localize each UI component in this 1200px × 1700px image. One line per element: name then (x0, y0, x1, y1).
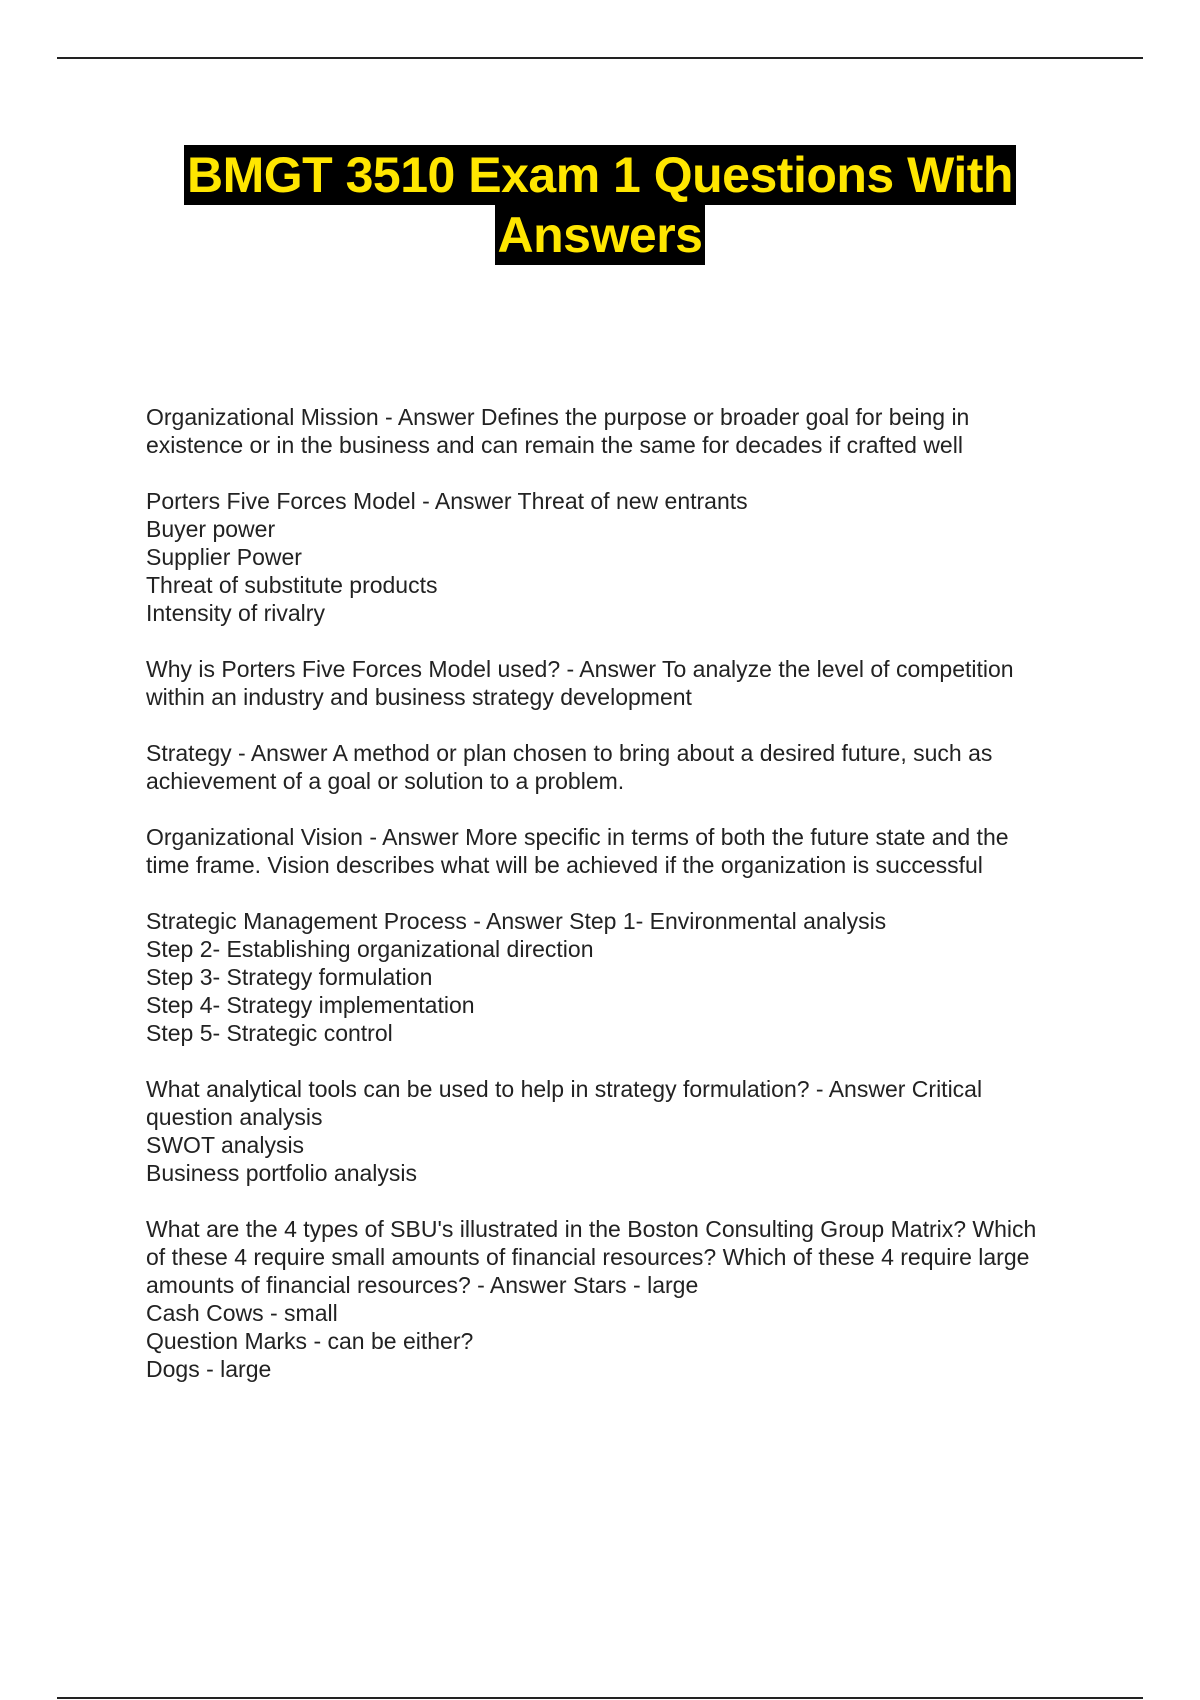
qa-line: Strategy - Answer A method or plan chosen to bring about a desired future, such as (146, 740, 993, 766)
qa-entry (146, 487, 1106, 627)
document-title (60, 145, 1140, 265)
qa-line: time frame. Vision describes what will be achieved if the organization is successful (146, 852, 983, 878)
qa-line: existence or in the business and can remain the same for decades if crafted well (146, 432, 963, 458)
qa-line: What are the 4 types of SBU's illustrated in the Boston Consulting Group Matrix? Which (146, 1216, 1037, 1242)
title-line-2: Answers (495, 205, 706, 265)
qa-line: of these 4 require small amounts of financial resources? Which of these 4 require large (146, 1244, 1030, 1270)
qa-list (146, 403, 1106, 1411)
title-line-1: BMGT 3510 Exam 1 Questions With (184, 145, 1016, 205)
qa-line: within an industry and business strategy development (146, 684, 692, 710)
qa-entry (146, 907, 1106, 1047)
qa-line: Buyer power (146, 516, 276, 542)
qa-line: Cash Cows - small (146, 1300, 338, 1326)
qa-entry (146, 1075, 1106, 1187)
qa-line: Business portfolio analysis (146, 1160, 418, 1186)
qa-entry (146, 655, 1106, 711)
qa-line: Supplier Power (146, 544, 302, 570)
qa-line: Question Marks - can be either? (146, 1328, 474, 1354)
qa-line: Step 3- Strategy formulation (146, 964, 433, 990)
qa-line: SWOT analysis (146, 1132, 305, 1158)
qa-line: Dogs - large (146, 1356, 272, 1382)
qa-line: What analytical tools can be used to help in strategy formulation? - Answer Critical (146, 1076, 983, 1102)
qa-line: Step 5- Strategic control (146, 1020, 393, 1046)
qa-line: Organizational Vision - Answer More specific in terms of both the future state and the (146, 824, 1009, 850)
qa-line: Porters Five Forces Model - Answer Threat of new entrants (146, 488, 748, 514)
bottom-rule (57, 1697, 1143, 1699)
top-rule (57, 57, 1143, 59)
qa-entry (146, 823, 1106, 879)
qa-line: Step 4- Strategy implementation (146, 992, 475, 1018)
qa-line: Organizational Mission - Answer Defines the purpose or broader goal for being in (146, 404, 970, 430)
qa-entry (146, 739, 1106, 795)
qa-line: Strategic Management Process - Answer Step 1- Environmental analysis (146, 908, 887, 934)
qa-line: amounts of financial resources? - Answer Stars - large (146, 1272, 699, 1298)
qa-line: Why is Porters Five Forces Model used? - Answer To analyze the level of competition (146, 656, 1014, 682)
qa-line: Step 2- Establishing organizational direction (146, 936, 594, 962)
qa-line: question analysis (146, 1104, 323, 1130)
qa-line: Intensity of rivalry (146, 600, 325, 626)
qa-line: Threat of substitute products (146, 572, 438, 598)
qa-entry (146, 1215, 1106, 1383)
qa-line: achievement of a goal or solution to a problem. (146, 768, 625, 794)
qa-entry (146, 403, 1106, 459)
